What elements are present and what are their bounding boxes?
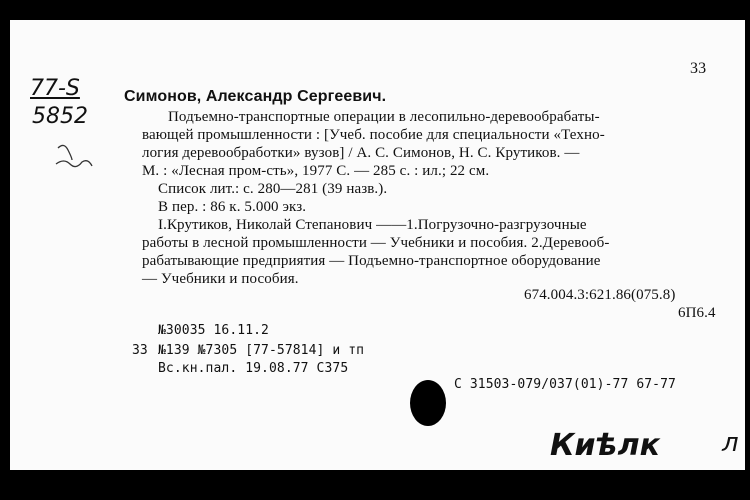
subject-line-4: — Учебники и пособия.: [142, 271, 299, 287]
body-line-1: Подъемно-транспортные операции в лесопильно-деревообрабаты-: [168, 109, 600, 125]
card-punch-hole: [410, 380, 446, 426]
classification-code: С 31503-079/037(01)-77 67-77: [454, 377, 676, 392]
subject-line-3: рабатывающие предприятия — Подъемно-транспортное оборудование: [142, 253, 601, 269]
record-number-3: Вс.кн.пал. 19.08.77 С375: [158, 361, 349, 376]
record-prefix: 33: [132, 343, 148, 358]
price-line: В пер. : 86 к. 5.000 экз.: [158, 199, 307, 215]
scan-border-top: [0, 0, 750, 20]
catalog-card: [10, 20, 745, 475]
handwritten-code-top: 77-S: [30, 76, 80, 101]
bbk-code: 6П6.4: [678, 305, 716, 321]
bibliography-line: Список лит.: с. 280—281 (39 назв.).: [158, 181, 388, 197]
body-line-4: М. : «Лесная пром-сть», 1977 С. — 285 с. : ил.; 22 см.: [142, 163, 490, 179]
handwritten-scribble: [50, 142, 100, 178]
author-heading: Симонов, Александр Сергеевич.: [124, 88, 387, 105]
scan-border-bottom: [0, 470, 750, 500]
body-line-2: вающей промышленности : [Учеб. пособие для специальности «Техно-: [142, 127, 605, 143]
handwritten-code-bottom: 5852: [32, 104, 88, 129]
record-number-1: №30035 16.11.2: [158, 323, 269, 338]
handwritten-signature: Киѣлк: [550, 428, 660, 463]
body-line-3: логия деревообработки» вузов] / А. С. Симонов, Н. С. Крутиков. —: [142, 145, 580, 161]
subject-line-2: работы в лесной промышленности — Учебники и пособия. 2.Деревооб-: [142, 235, 610, 251]
subject-line-1: I.Крутиков, Николай Степанович ——1.Погрузочно-разгрузочные: [158, 217, 587, 233]
record-number-2: №139 №7305 [77-57814] и тп: [158, 343, 365, 358]
udc-code: 674.004.3:621.86(075.8): [524, 287, 676, 303]
handwritten-corner-mark: л: [722, 428, 739, 458]
page-number: 33: [690, 60, 707, 77]
